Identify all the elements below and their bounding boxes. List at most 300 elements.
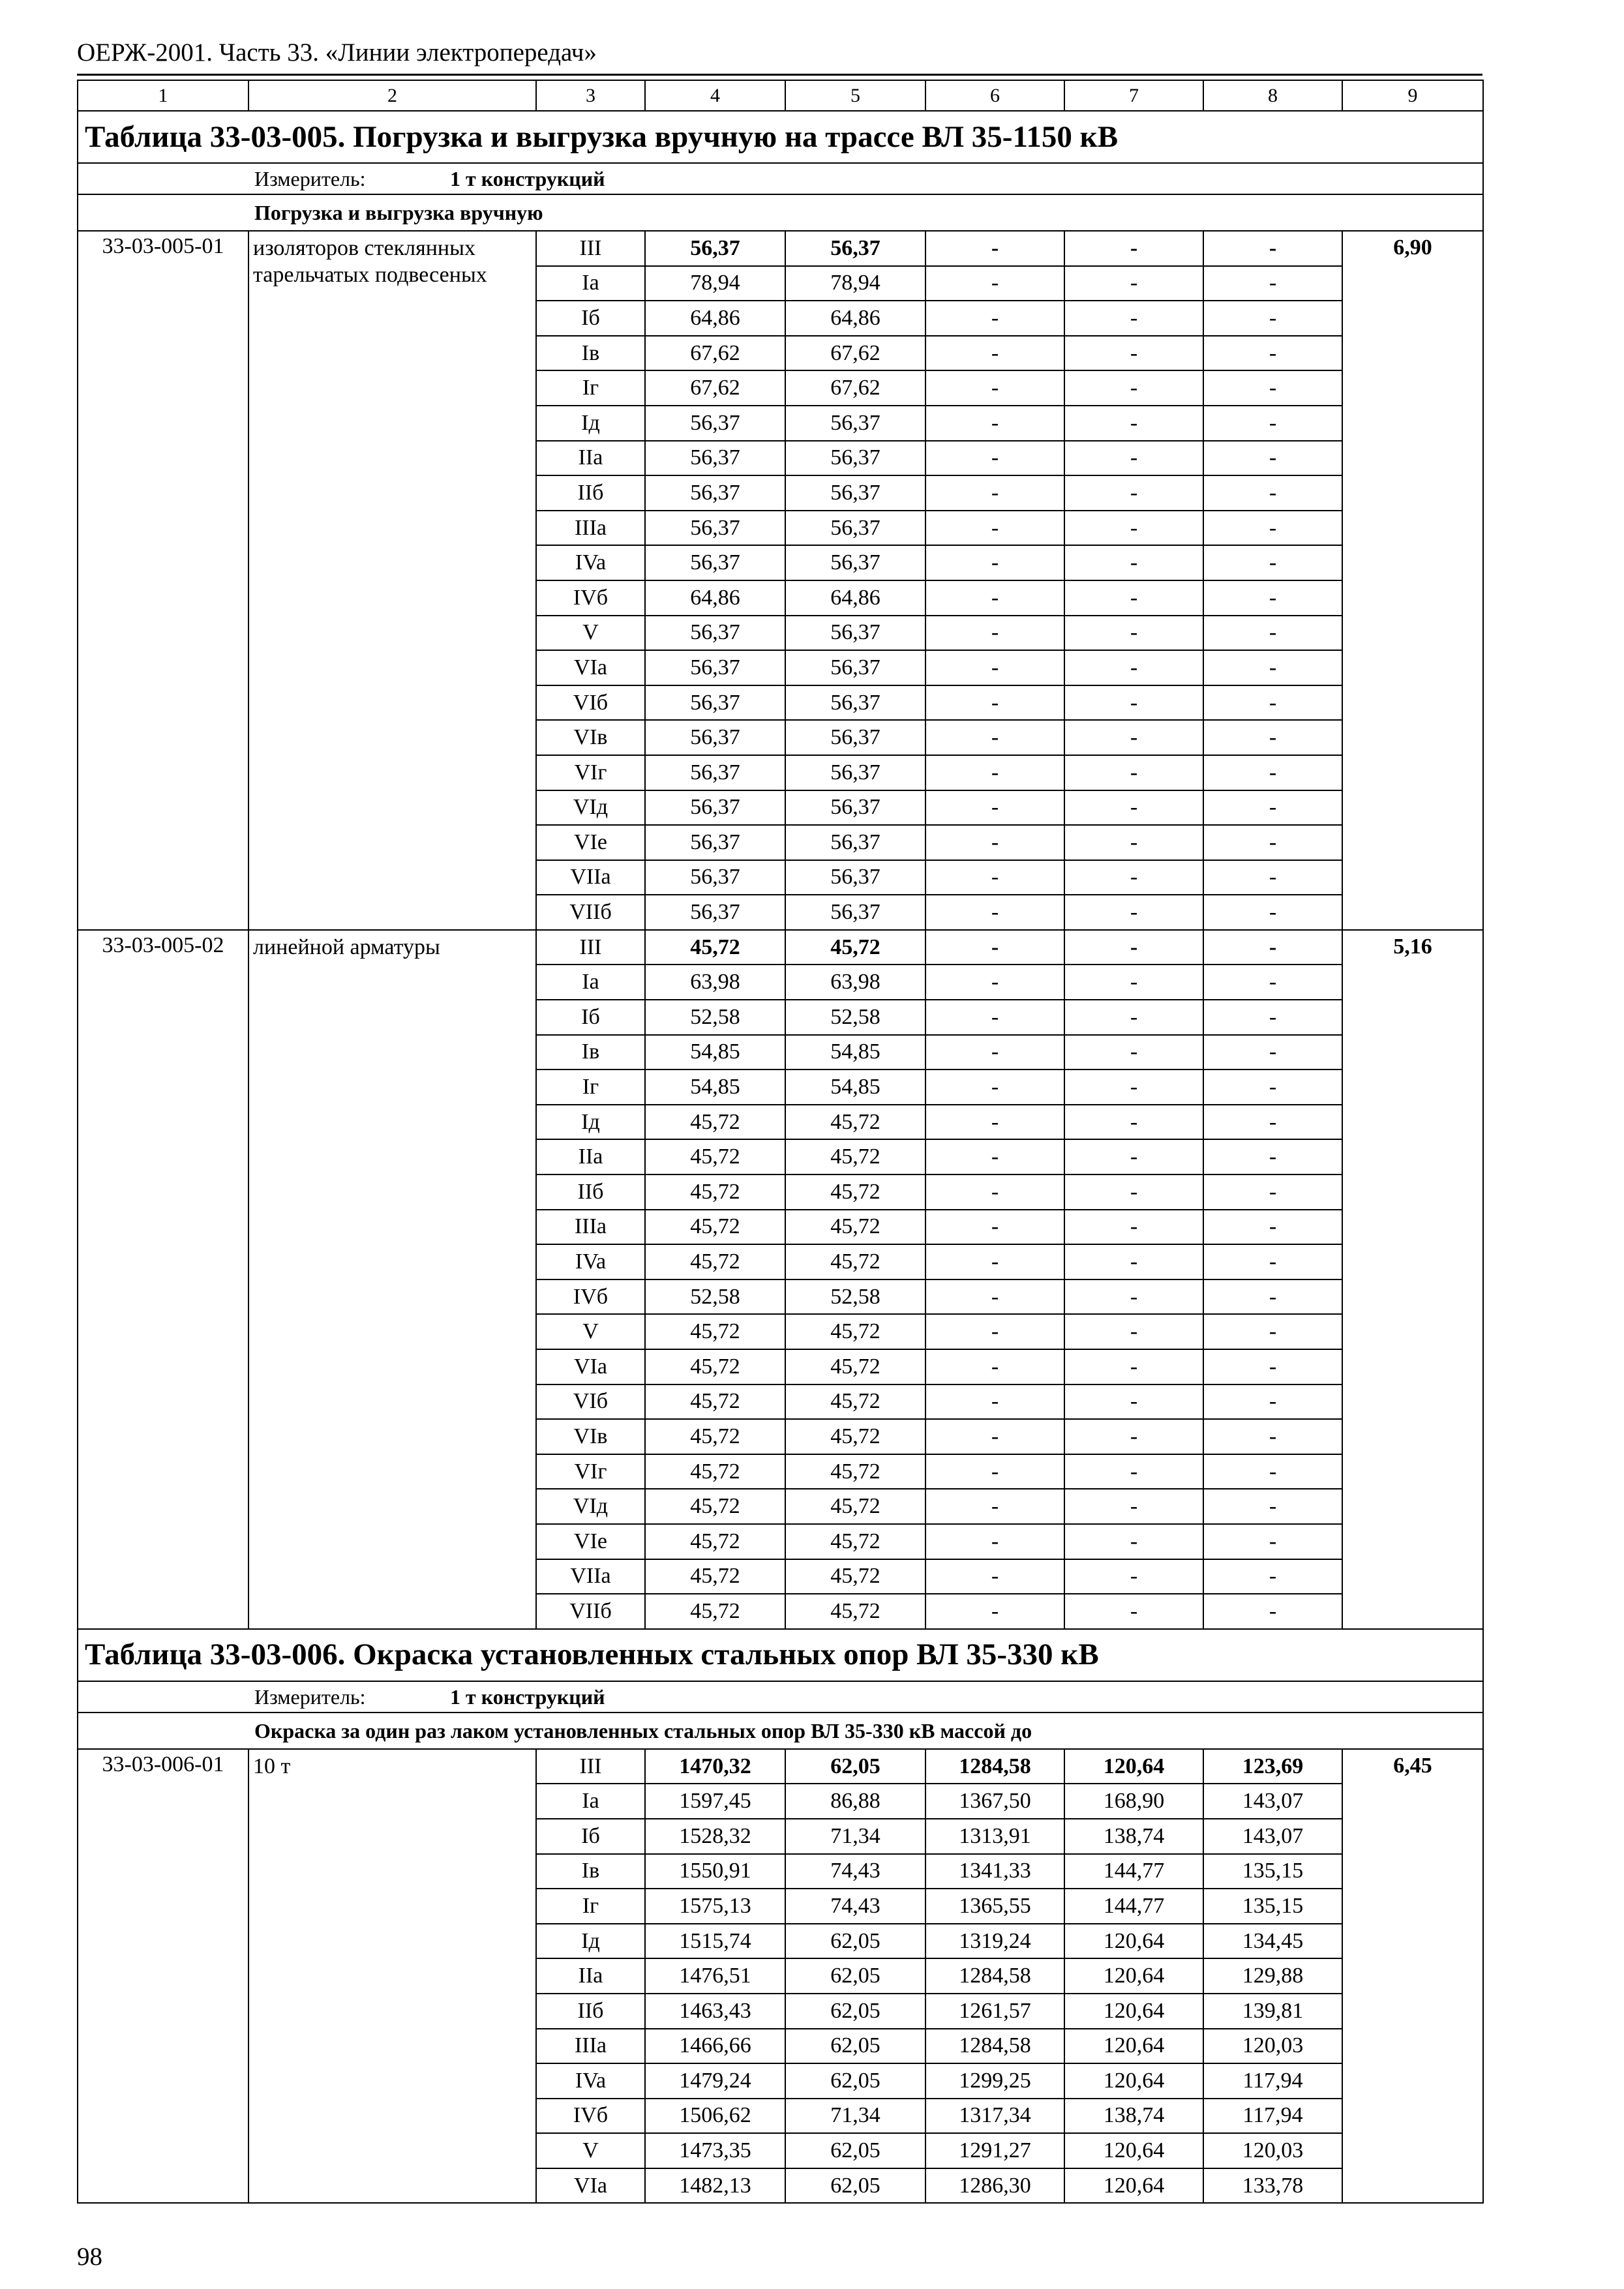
value-cell: 45,72: [645, 1349, 785, 1384]
value-cell: -: [1064, 441, 1203, 476]
value-cell: -: [1203, 545, 1342, 580]
value-cell: 56,37: [645, 895, 785, 930]
column9-value: 5,16: [1342, 930, 1483, 1629]
value-cell: -: [925, 545, 1064, 580]
zone-cell: IIIa: [536, 1210, 645, 1245]
value-cell: 120,64: [1064, 1958, 1203, 1994]
value-cell: 63,98: [785, 965, 925, 1000]
value-cell: -: [1064, 720, 1203, 755]
value-cell: 1528,32: [645, 1819, 785, 1854]
value-cell: 120,64: [1064, 2063, 1203, 2099]
value-cell: 1597,45: [645, 1784, 785, 1819]
table-title-row: [78, 1629, 1483, 1681]
value-cell: 56,37: [645, 825, 785, 860]
value-cell: 52,58: [785, 1279, 925, 1315]
value-cell: 56,37: [645, 231, 785, 266]
value-cell: -: [1203, 301, 1342, 336]
measure-value: 1 т конструкций: [450, 1684, 605, 1709]
value-cell: -: [1064, 1139, 1203, 1174]
value-cell: 56,37: [785, 825, 925, 860]
zone-cell: IVб: [536, 580, 645, 616]
zone-cell: Ia: [536, 965, 645, 1000]
zone-cell: VIг: [536, 755, 645, 790]
value-cell: -: [925, 1244, 1064, 1279]
value-cell: 120,64: [1064, 2029, 1203, 2064]
value-cell: 54,85: [785, 1070, 925, 1105]
value-cell: 120,03: [1203, 2133, 1342, 2168]
value-cell: -: [1064, 685, 1203, 721]
measure-label: Измеритель:: [254, 167, 366, 190]
value-cell: -: [1064, 1070, 1203, 1105]
value-cell: 1286,30: [925, 2168, 1064, 2204]
column-number: 7: [1064, 80, 1203, 111]
value-cell: 45,72: [645, 1524, 785, 1559]
zone-cell: Ia: [536, 1784, 645, 1819]
value-cell: -: [1064, 895, 1203, 930]
measure-cell: [78, 163, 1483, 194]
value-cell: 78,94: [645, 266, 785, 301]
value-cell: 45,72: [645, 930, 785, 965]
value-cell: 54,85: [645, 1070, 785, 1105]
value-cell: -: [1203, 1384, 1342, 1420]
zone-cell: Iб: [536, 301, 645, 336]
zone-cell: Iд: [536, 406, 645, 441]
value-cell: -: [1203, 336, 1342, 371]
value-cell: 45,72: [785, 1524, 925, 1559]
zone-cell: VIa: [536, 1349, 645, 1384]
value-cell: -: [1064, 475, 1203, 511]
rate-code: 33-03-005-02: [78, 930, 248, 1629]
value-cell: 56,37: [645, 545, 785, 580]
value-cell: 135,15: [1203, 1854, 1342, 1889]
value-cell: 56,37: [785, 685, 925, 721]
value-cell: -: [1203, 231, 1342, 266]
zone-cell: VIIб: [536, 895, 645, 930]
value-cell: 143,07: [1203, 1819, 1342, 1854]
column9-value: 6,90: [1342, 231, 1483, 930]
zone-cell: VIe: [536, 825, 645, 860]
value-cell: -: [1064, 930, 1203, 965]
zone-cell: VIIa: [536, 860, 645, 895]
value-cell: -: [925, 720, 1064, 755]
value-cell: 56,37: [645, 790, 785, 826]
value-cell: 45,72: [645, 1454, 785, 1489]
value-cell: 120,64: [1064, 1924, 1203, 1959]
value-cell: -: [925, 1279, 1064, 1315]
value-cell: -: [925, 336, 1064, 371]
value-cell: 120,64: [1064, 2133, 1203, 2168]
value-cell: 56,37: [785, 650, 925, 685]
value-cell: -: [1064, 616, 1203, 651]
value-cell: 56,37: [785, 720, 925, 755]
zone-cell: VIa: [536, 650, 645, 685]
value-cell: -: [1203, 685, 1342, 721]
value-cell: 56,37: [645, 511, 785, 546]
value-cell: -: [1064, 370, 1203, 406]
rate-name: изоляторов стеклянных тарельчатых подвесеных: [248, 231, 536, 930]
value-cell: -: [925, 1524, 1064, 1559]
zone-cell: VIIa: [536, 1559, 645, 1594]
header-rule: [77, 74, 1482, 76]
value-cell: -: [925, 1139, 1064, 1174]
value-cell: -: [1203, 1244, 1342, 1279]
value-cell: 56,37: [645, 650, 785, 685]
value-cell: 56,37: [785, 790, 925, 826]
value-cell: 45,72: [645, 1244, 785, 1279]
value-cell: 45,72: [645, 1174, 785, 1210]
value-cell: 45,72: [785, 1314, 925, 1349]
measure-row: [78, 1681, 1483, 1713]
value-cell: -: [1064, 1279, 1203, 1315]
value-cell: -: [925, 370, 1064, 406]
measure-label: Измеритель:: [254, 1684, 366, 1709]
value-cell: -: [1064, 965, 1203, 1000]
rates-table: [77, 80, 1484, 2204]
column-number: 5: [785, 80, 925, 111]
value-cell: -: [1203, 1174, 1342, 1210]
zone-cell: IVб: [536, 2099, 645, 2134]
value-cell: -: [925, 1489, 1064, 1524]
value-cell: -: [925, 1314, 1064, 1349]
zone-cell: IIб: [536, 475, 645, 511]
value-cell: 1476,51: [645, 1958, 785, 1994]
column-number: 1: [78, 80, 248, 111]
value-cell: 56,37: [785, 616, 925, 651]
value-cell: 74,43: [785, 1889, 925, 1924]
value-cell: 45,72: [645, 1419, 785, 1454]
value-cell: -: [1203, 1489, 1342, 1524]
value-cell: 67,62: [785, 336, 925, 371]
value-cell: 45,72: [645, 1594, 785, 1629]
zone-cell: Iг: [536, 1070, 645, 1105]
value-cell: 1299,25: [925, 2063, 1064, 2099]
value-cell: 71,34: [785, 2099, 925, 2134]
value-cell: 54,85: [785, 1035, 925, 1070]
value-cell: -: [1064, 1174, 1203, 1210]
zone-cell: VIe: [536, 1524, 645, 1559]
value-cell: 56,37: [645, 755, 785, 790]
value-cell: -: [925, 685, 1064, 721]
table-title: Таблица 33-03-005. Погрузка и выгрузка вручную на трассе ВЛ 35-1150 кВ: [78, 111, 1483, 163]
value-cell: -: [925, 441, 1064, 476]
value-cell: 56,37: [785, 860, 925, 895]
zone-cell: IIб: [536, 1174, 645, 1210]
zone-cell: VIв: [536, 720, 645, 755]
section-title: Окраска за один раз лаком установленных стальных опор ВЛ 35-330 кВ массой до: [78, 1713, 1483, 1749]
value-cell: -: [1203, 1314, 1342, 1349]
value-cell: 1575,13: [645, 1889, 785, 1924]
value-cell: -: [925, 406, 1064, 441]
value-cell: 45,72: [645, 1139, 785, 1174]
zone-cell: Iб: [536, 1819, 645, 1854]
value-cell: -: [1203, 266, 1342, 301]
zone-cell: VIв: [536, 1419, 645, 1454]
zone-cell: VIa: [536, 2168, 645, 2204]
value-cell: 67,62: [645, 336, 785, 371]
value-cell: -: [1064, 266, 1203, 301]
section-title: Погрузка и выгрузка вручную: [78, 194, 1483, 231]
value-cell: -: [1064, 790, 1203, 826]
value-cell: -: [1203, 1139, 1342, 1174]
value-cell: 45,72: [645, 1489, 785, 1524]
value-cell: -: [1064, 1419, 1203, 1454]
zone-cell: Ia: [536, 266, 645, 301]
value-cell: 54,85: [645, 1035, 785, 1070]
value-cell: 56,37: [645, 720, 785, 755]
value-cell: 117,94: [1203, 2063, 1342, 2099]
value-cell: -: [1064, 1000, 1203, 1035]
value-cell: -: [1064, 336, 1203, 371]
value-cell: -: [1064, 1384, 1203, 1420]
value-cell: 120,64: [1064, 1749, 1203, 1784]
value-cell: 71,34: [785, 1819, 925, 1854]
value-cell: -: [925, 860, 1064, 895]
value-cell: -: [1064, 1105, 1203, 1140]
value-cell: 143,07: [1203, 1784, 1342, 1819]
value-cell: -: [925, 1559, 1064, 1594]
value-cell: 56,37: [785, 231, 925, 266]
zone-cell: Iг: [536, 370, 645, 406]
value-cell: 56,37: [785, 406, 925, 441]
value-cell: -: [1064, 1349, 1203, 1384]
value-cell: 1317,34: [925, 2099, 1064, 2134]
value-cell: -: [925, 475, 1064, 511]
zone-cell: IVб: [536, 1279, 645, 1315]
value-cell: -: [925, 301, 1064, 336]
zone-cell: VIг: [536, 1454, 645, 1489]
value-cell: -: [1203, 1105, 1342, 1140]
value-cell: 123,69: [1203, 1749, 1342, 1784]
value-cell: 133,78: [1203, 2168, 1342, 2204]
rate-code: 33-03-005-01: [78, 231, 248, 930]
value-cell: 56,37: [785, 755, 925, 790]
zone-cell: IVa: [536, 545, 645, 580]
value-cell: -: [925, 1035, 1064, 1070]
value-cell: -: [1203, 511, 1342, 546]
zone-cell: Iв: [536, 1035, 645, 1070]
value-cell: -: [1203, 580, 1342, 616]
value-cell: -: [1203, 441, 1342, 476]
value-cell: 67,62: [785, 370, 925, 406]
value-cell: -: [1064, 1524, 1203, 1559]
value-cell: -: [1203, 616, 1342, 651]
value-cell: 1515,74: [645, 1924, 785, 1959]
value-cell: -: [925, 1454, 1064, 1489]
value-cell: -: [1203, 406, 1342, 441]
value-cell: 64,86: [785, 301, 925, 336]
value-cell: -: [1203, 1559, 1342, 1594]
value-cell: 56,37: [645, 441, 785, 476]
value-cell: 52,58: [645, 1000, 785, 1035]
measure-value: 1 т конструкций: [450, 167, 605, 190]
value-cell: -: [1064, 860, 1203, 895]
value-cell: -: [925, 1174, 1064, 1210]
zone-cell: VIб: [536, 685, 645, 721]
table-row: [78, 1749, 1483, 1784]
zone-cell: III: [536, 930, 645, 965]
value-cell: -: [925, 1210, 1064, 1245]
rate-name: 10 т: [248, 1749, 536, 2204]
value-cell: 45,72: [785, 1210, 925, 1245]
zone-cell: III: [536, 1749, 645, 1784]
value-cell: 1470,32: [645, 1749, 785, 1784]
zone-cell: IIб: [536, 1994, 645, 2029]
value-cell: 1284,58: [925, 2029, 1064, 2064]
column9-value: 6,45: [1342, 1749, 1483, 2204]
column-number: 3: [536, 80, 645, 111]
value-cell: 134,45: [1203, 1924, 1342, 1959]
zone-cell: IIIa: [536, 2029, 645, 2064]
value-cell: 144,77: [1064, 1889, 1203, 1924]
value-cell: 117,94: [1203, 2099, 1342, 2134]
value-cell: 56,37: [785, 475, 925, 511]
value-cell: -: [1064, 1489, 1203, 1524]
value-cell: 56,37: [645, 616, 785, 651]
rate-name: линейной арматуры: [248, 930, 536, 1629]
value-cell: -: [1203, 755, 1342, 790]
value-cell: -: [1064, 825, 1203, 860]
value-cell: 1284,58: [925, 1958, 1064, 1994]
page-number: 98: [77, 2243, 102, 2271]
zone-cell: Iв: [536, 1854, 645, 1889]
zone-cell: VIд: [536, 790, 645, 826]
value-cell: 120,64: [1064, 2168, 1203, 2204]
value-cell: 45,72: [645, 1559, 785, 1594]
rate-code: 33-03-006-01: [78, 1749, 248, 2204]
value-cell: -: [1064, 545, 1203, 580]
value-cell: 129,88: [1203, 1958, 1342, 1994]
value-cell: -: [925, 930, 1064, 965]
value-cell: -: [1064, 1559, 1203, 1594]
value-cell: -: [1203, 825, 1342, 860]
value-cell: 62,05: [785, 2133, 925, 2168]
value-cell: -: [1203, 930, 1342, 965]
value-cell: 62,05: [785, 1749, 925, 1784]
value-cell: -: [925, 825, 1064, 860]
value-cell: 45,72: [785, 1349, 925, 1384]
value-cell: 1261,57: [925, 1994, 1064, 2029]
value-cell: -: [925, 580, 1064, 616]
value-cell: 1341,33: [925, 1854, 1064, 1889]
value-cell: -: [1064, 511, 1203, 546]
zone-cell: IVa: [536, 1244, 645, 1279]
zone-cell: VIIб: [536, 1594, 645, 1629]
value-cell: -: [925, 1419, 1064, 1454]
column-number: 8: [1203, 80, 1342, 111]
zone-cell: IIa: [536, 441, 645, 476]
value-cell: -: [925, 650, 1064, 685]
value-cell: 1463,43: [645, 1994, 785, 2029]
value-cell: 74,43: [785, 1854, 925, 1889]
value-cell: -: [1203, 1419, 1342, 1454]
value-cell: -: [1064, 1454, 1203, 1489]
value-cell: -: [1064, 650, 1203, 685]
value-cell: 1479,24: [645, 2063, 785, 2099]
value-cell: 78,94: [785, 266, 925, 301]
value-cell: 86,88: [785, 1784, 925, 1819]
value-cell: 1313,91: [925, 1819, 1064, 1854]
value-cell: 45,72: [785, 1105, 925, 1140]
section-row: [78, 1713, 1483, 1749]
value-cell: 45,72: [645, 1384, 785, 1420]
zone-cell: Iб: [536, 1000, 645, 1035]
value-cell: -: [1203, 650, 1342, 685]
measure-row: [78, 163, 1483, 194]
value-cell: 45,72: [785, 1384, 925, 1420]
value-cell: 138,74: [1064, 1819, 1203, 1854]
value-cell: -: [1203, 790, 1342, 826]
value-cell: -: [1203, 1594, 1342, 1629]
value-cell: 45,72: [785, 1559, 925, 1594]
column-numbers-row: [78, 80, 1483, 111]
value-cell: -: [1203, 1210, 1342, 1245]
value-cell: 1365,55: [925, 1889, 1064, 1924]
value-cell: -: [1064, 755, 1203, 790]
value-cell: -: [925, 266, 1064, 301]
table-title-row: [78, 111, 1483, 163]
zone-cell: Iг: [536, 1889, 645, 1924]
value-cell: -: [925, 895, 1064, 930]
value-cell: -: [1203, 1000, 1342, 1035]
value-cell: -: [925, 755, 1064, 790]
value-cell: 62,05: [785, 1958, 925, 1994]
value-cell: -: [925, 616, 1064, 651]
value-cell: 62,05: [785, 2029, 925, 2064]
value-cell: -: [1203, 1035, 1342, 1070]
zone-cell: VIд: [536, 1489, 645, 1524]
value-cell: 62,05: [785, 2168, 925, 2204]
zone-cell: V: [536, 1314, 645, 1349]
value-cell: 45,72: [785, 930, 925, 965]
value-cell: 56,37: [785, 895, 925, 930]
zone-cell: IVa: [536, 2063, 645, 2099]
zone-cell: Iв: [536, 336, 645, 371]
value-cell: 1482,13: [645, 2168, 785, 2204]
zone-cell: Iд: [536, 1924, 645, 1959]
value-cell: -: [1064, 1210, 1203, 1245]
value-cell: 52,58: [645, 1279, 785, 1315]
value-cell: 52,58: [785, 1000, 925, 1035]
value-cell: 56,37: [645, 406, 785, 441]
value-cell: 120,03: [1203, 2029, 1342, 2064]
value-cell: 56,37: [785, 441, 925, 476]
value-cell: -: [925, 511, 1064, 546]
measure-cell: [78, 1681, 1483, 1713]
value-cell: -: [925, 1384, 1064, 1420]
zone-cell: IIIa: [536, 511, 645, 546]
document-header: ОЕРЖ-2001. Часть 33. «Линии электропередач»: [77, 38, 597, 67]
section-row: [78, 194, 1483, 231]
value-cell: -: [1203, 1524, 1342, 1559]
table-title: Таблица 33-03-006. Окраска установленных стальных опор ВЛ 35-330 кВ: [78, 1629, 1483, 1681]
zone-cell: V: [536, 2133, 645, 2168]
value-cell: 45,72: [645, 1105, 785, 1140]
value-cell: -: [925, 1594, 1064, 1629]
table-row: [78, 930, 1483, 965]
value-cell: 64,86: [645, 580, 785, 616]
value-cell: -: [925, 1000, 1064, 1035]
value-cell: 62,05: [785, 2063, 925, 2099]
zone-cell: III: [536, 231, 645, 266]
value-cell: -: [1203, 860, 1342, 895]
value-cell: -: [925, 1349, 1064, 1384]
value-cell: 45,72: [785, 1174, 925, 1210]
zone-cell: IIa: [536, 1139, 645, 1174]
value-cell: -: [1064, 231, 1203, 266]
value-cell: -: [1064, 1314, 1203, 1349]
column-number: 9: [1342, 80, 1483, 111]
table-row: [78, 231, 1483, 266]
